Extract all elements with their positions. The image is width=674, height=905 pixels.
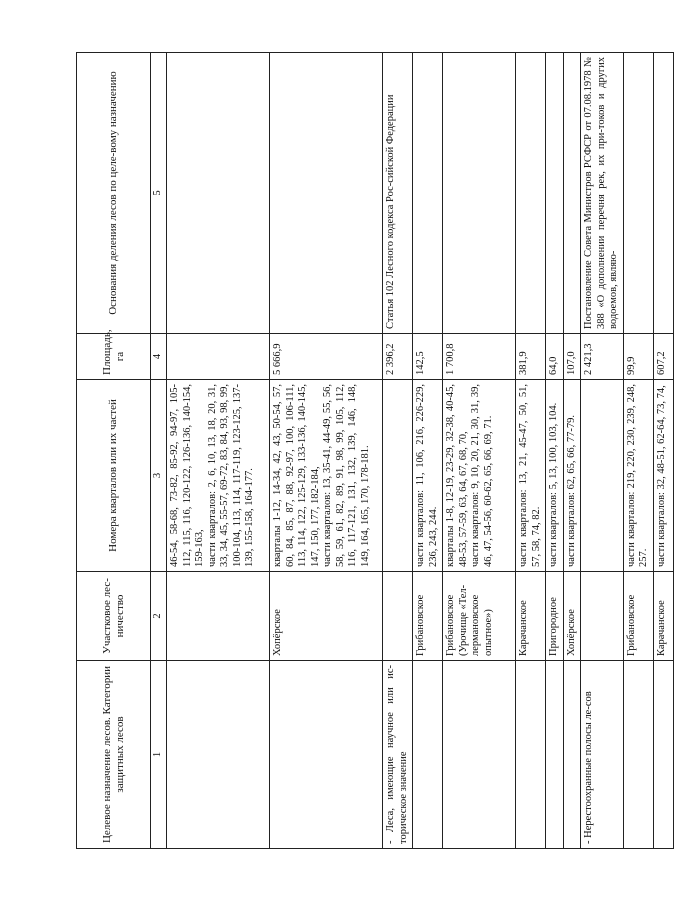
- quarters-cell: части кварталов: 32, 48-51, 62-64, 73, 74,: [653, 380, 673, 572]
- quarters-cell: части кварталов: 11, 106, 216, 226-229, 236, 243, 244.: [413, 380, 443, 572]
- header-area: Площадь, га: [77, 334, 151, 380]
- column-index: 5: [151, 53, 167, 334]
- forestry-cell: Хопёрское: [270, 572, 383, 661]
- purpose-cell: [413, 661, 443, 849]
- forest-purpose-table: [76, 52, 674, 849]
- quarters-cell: [581, 380, 624, 572]
- table-row: [270, 53, 383, 849]
- basis-cell: Статья 102 Лесного кодекса Рос-сийской Федерации: [383, 53, 413, 334]
- area-cell: 607,2: [653, 334, 673, 380]
- table-row: [516, 53, 546, 849]
- area-cell: 2 421,3: [581, 334, 624, 380]
- quarters-cell: части кварталов: 62, 65, 66, 77-79.: [563, 380, 581, 572]
- column-index: 1: [151, 661, 167, 849]
- forestry-cell: [167, 572, 270, 661]
- quarters-cell: части кварталов: 13, 21, 45-47, 50, 51, 57, 58, 74, 82.: [516, 380, 546, 572]
- area-cell: 142,5: [413, 334, 443, 380]
- basis-cell: [167, 53, 270, 334]
- area-cell: 5 666,9: [270, 334, 383, 380]
- purpose-cell: - Леса, имеющие научное или ис-торическое значение: [383, 661, 413, 849]
- forestry-cell: Пригородное: [546, 572, 564, 661]
- header-forestry: Участковое лес-ничество: [77, 572, 151, 661]
- table-row: [581, 53, 624, 849]
- table-row: [413, 53, 443, 849]
- quarters-cell: [383, 380, 413, 572]
- column-index: 2: [151, 572, 167, 661]
- area-cell: 99,9: [623, 334, 653, 380]
- area-cell: 381,9: [516, 334, 546, 380]
- table-row: [383, 53, 413, 849]
- area-cell: [167, 334, 270, 380]
- forestry-cell: Грибановское (Урочище «Тел-лермановское опытное»): [443, 572, 516, 661]
- basis-cell: Постановление Совета Министров РСФСР от 07.08.1978 № 388 «О дополнении перечня рек, их при-токов и других водоемов, являю-: [581, 53, 624, 334]
- table-row: [167, 53, 270, 849]
- header-quarters: Номера кварталов или их частей: [77, 380, 151, 572]
- table-row: [623, 53, 653, 849]
- forestry-cell: [581, 572, 624, 661]
- quarters-cell: кварталы 1-12, 14-34, 42, 43, 50-54, 57, 60, 84, 85, 87, 88, 92-97, 100, 106-111, 113, 114, 122, 125-129, 133-136, 140-145, 147, 150, 177, 182-184, части кварталов: 13, 35-41, 44-49, 55, 56, 58, 59, 61, 82, 89, 91, 98, 99, 105, 112, 116, 117-121, 131, 132, 139, 146, 148, 149, 164, 165, 170, 178-181.: [270, 380, 383, 572]
- table-row: [653, 53, 673, 849]
- basis-cell: [653, 53, 673, 334]
- purpose-cell: [270, 661, 383, 849]
- forestry-cell: Хопёрское: [563, 572, 581, 661]
- area-cell: 107,0: [563, 334, 581, 380]
- purpose-cell: [546, 661, 564, 849]
- quarters-cell: части кварталов: 219, 220, 230, 239, 248, 257.: [623, 380, 653, 572]
- table-row: [443, 53, 516, 849]
- basis-cell: [516, 53, 546, 334]
- basis-cell: [546, 53, 564, 334]
- column-index: 3: [151, 380, 167, 572]
- basis-cell: [443, 53, 516, 334]
- area-cell: 64,0: [546, 334, 564, 380]
- forestry-cell: Карачанское: [516, 572, 546, 661]
- forestry-cell: Грибановское: [623, 572, 653, 661]
- quarters-cell: кварталы 1-8, 12-19, 23-29, 32-38, 40-45, 48-53, 57-59, 63, 64, 67, 68, 70, части кварталов: 9, 10, 20, 21, 30, 31, 39, 46, 47, 54-56, 60-62, 65, 66, 69, 71.: [443, 380, 516, 572]
- purpose-cell: [563, 661, 581, 849]
- basis-cell: [623, 53, 653, 334]
- area-cell: 2 396,2: [383, 334, 413, 380]
- table-row: [563, 53, 581, 849]
- quarters-cell: части кварталов: 5, 13, 100, 103, 104.: [546, 380, 564, 572]
- forestry-cell: [383, 572, 413, 661]
- forestry-cell: Грибановское: [413, 572, 443, 661]
- header-basis: Основания деления лесов по целе-вому назначению: [77, 53, 151, 334]
- quarters-cell: 46-54, 58-68, 73-82, 85-92, 94-97, 105-112, 115, 116, 120-122, 126-136, 140-154, 159-163, части кварталов: 2, 6, 10, 13, 18, 20, 31, 33, 34, 45, 55-57, 69-72, 83, 84, 93, 98, 99, 100-104, 113, 114, 117-119, 123-125, 137-139, 155-158, 164-177.: [167, 380, 270, 572]
- purpose-cell: [167, 661, 270, 849]
- forestry-cell: Карачанское: [653, 572, 673, 661]
- column-index: 4: [151, 334, 167, 380]
- purpose-cell: - Нерестоохранные полосы ле-сов: [581, 661, 624, 849]
- purpose-cell: [516, 661, 546, 849]
- purpose-cell: [443, 661, 516, 849]
- table-row: [546, 53, 564, 849]
- header-row: [77, 53, 151, 849]
- area-cell: 1 700,8: [443, 334, 516, 380]
- purpose-cell: [653, 661, 673, 849]
- header-purpose: Целевое назначение лесов. Категории защитных лесов: [77, 661, 151, 849]
- basis-cell: [413, 53, 443, 334]
- purpose-cell: [623, 661, 653, 849]
- basis-cell: [270, 53, 383, 334]
- basis-cell: [563, 53, 581, 334]
- column-index-row: [151, 53, 167, 849]
- rotated-table-container: [76, 53, 667, 849]
